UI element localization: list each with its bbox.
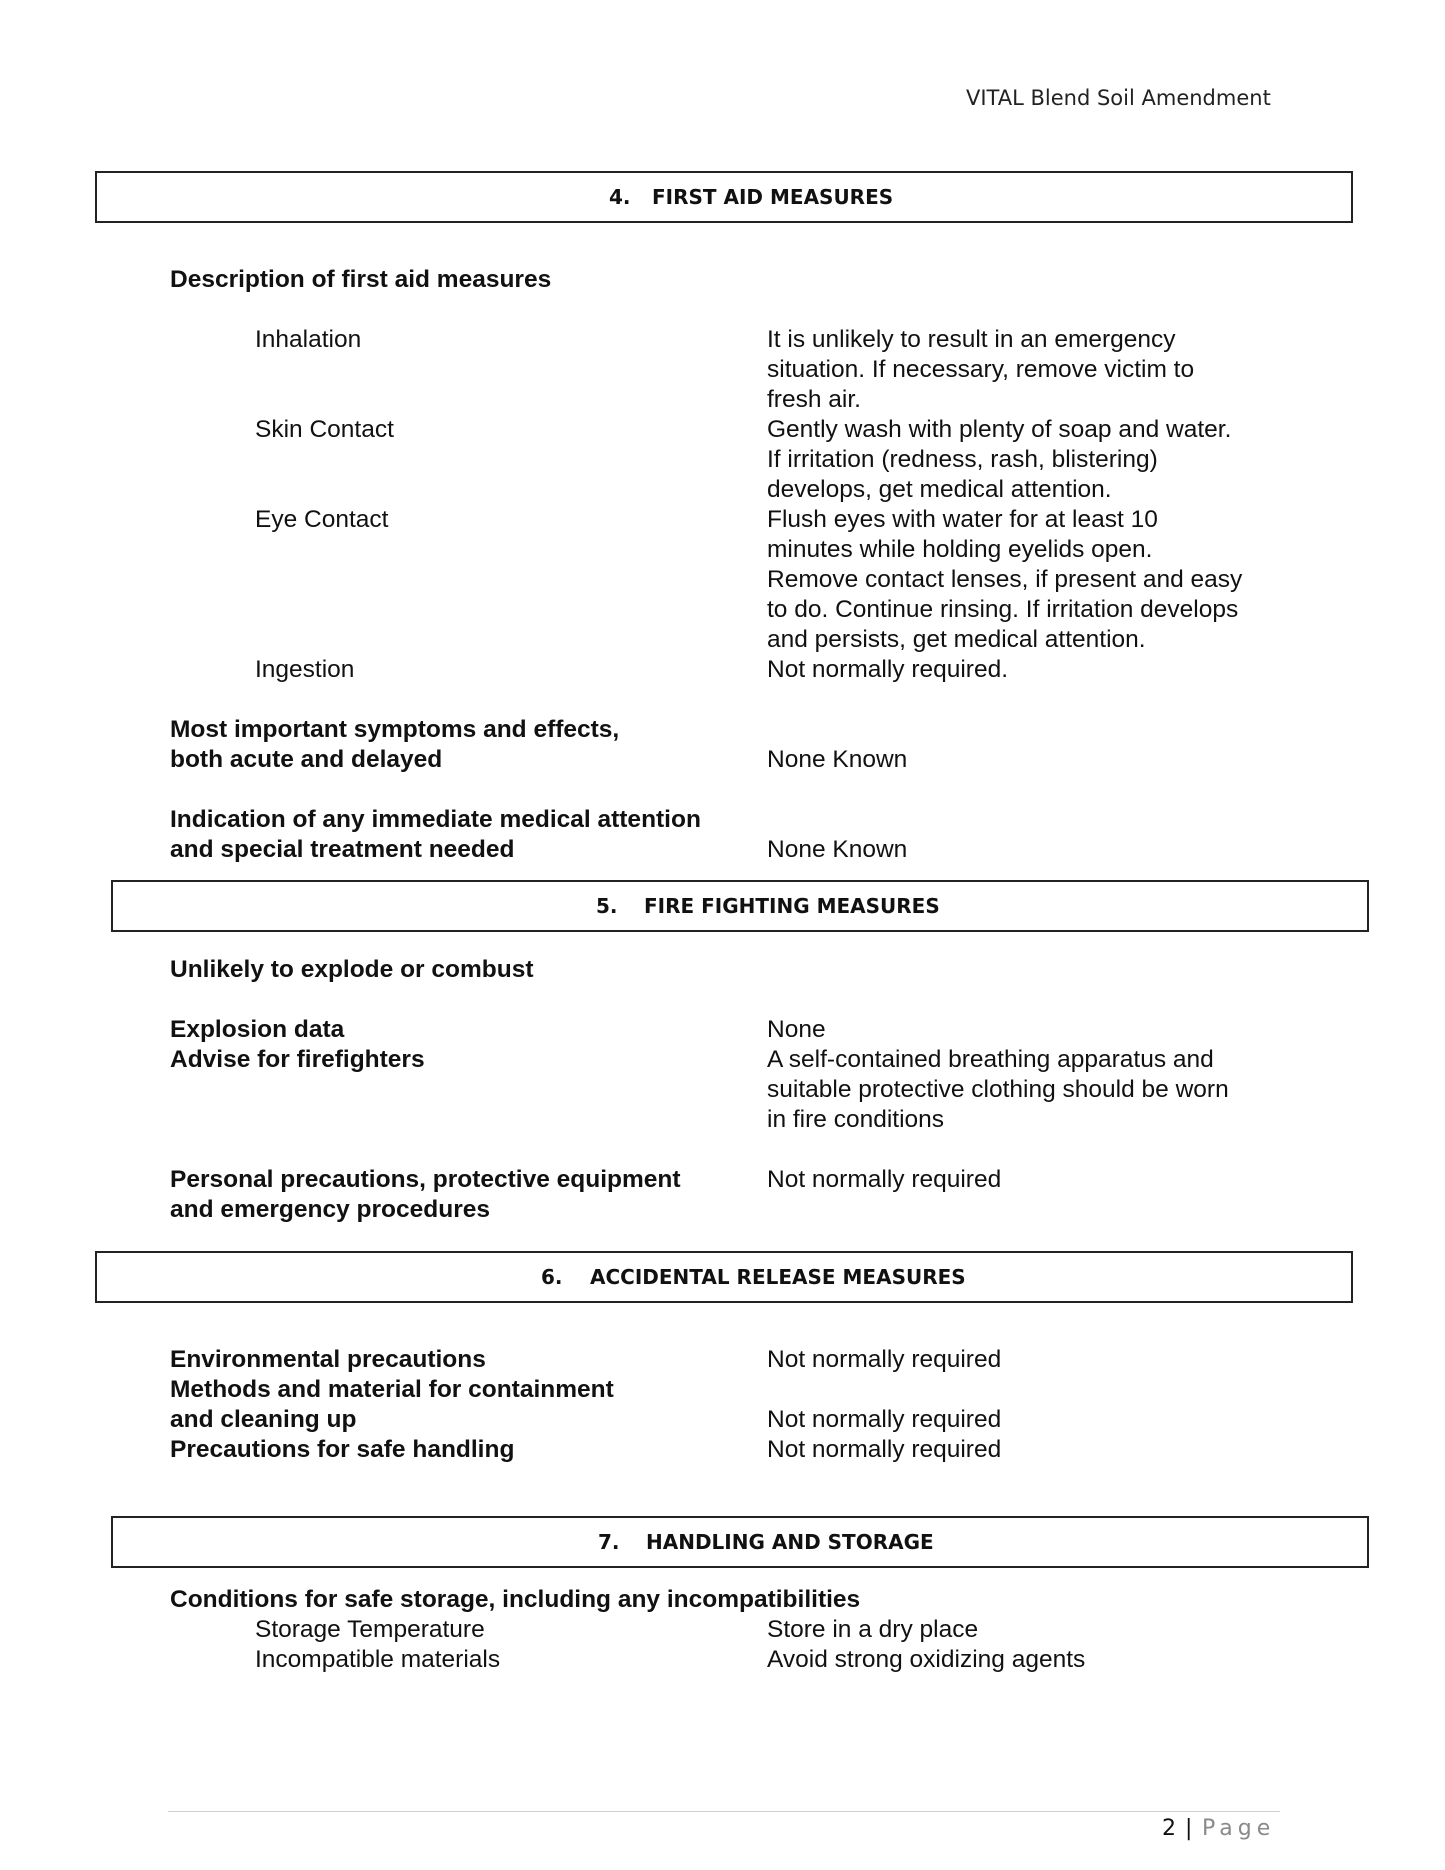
ingestion-label: Ingestion — [255, 656, 355, 683]
footer-page-number: 2 — [1162, 1816, 1176, 1841]
personal-precautions-value: Not normally required — [767, 1166, 1002, 1193]
inhalation-text-line-2: situation. If necessary, remove victim to — [767, 356, 1195, 383]
indication-label-line-1: Indication of any immediate medical attention — [170, 806, 701, 833]
section-7-title: HANDLING AND STORAGE — [646, 1530, 934, 1554]
eye-contact-text-line-1: Flush eyes with water for at least 10 — [767, 506, 1158, 533]
safe-handling-value: Not normally required — [767, 1436, 1002, 1463]
eye-contact-text-line-3: Remove contact lenses, if present and easy — [767, 566, 1243, 593]
eye-contact-text-line-4: to do. Continue rinsing. If irritation develops — [767, 596, 1239, 623]
inhalation-text-line-3: fresh air. — [767, 386, 861, 413]
document-header-title: VITAL Blend Soil Amendment — [966, 86, 1271, 110]
section-5-subheading: Unlikely to explode or combust — [170, 956, 534, 983]
eye-contact-text-line-2: minutes while holding eyelids open. — [767, 536, 1153, 563]
symptoms-value: None Known — [767, 746, 908, 773]
footer-divider — [168, 1811, 1280, 1812]
personal-precautions-label-line-2: and emergency procedures — [170, 1196, 490, 1223]
inhalation-text-line-1: It is unlikely to result in an emergency — [767, 326, 1176, 353]
explosion-data-label: Explosion data — [170, 1016, 345, 1043]
indication-label-line-2: and special treatment needed — [170, 836, 515, 863]
environmental-precautions-value: Not normally required — [767, 1346, 1002, 1373]
section-4-number: 4. — [609, 185, 631, 209]
skin-contact-label: Skin Contact — [255, 416, 394, 443]
inhalation-label: Inhalation — [255, 326, 362, 353]
section-6-header-box — [95, 1251, 1353, 1303]
indication-value: None Known — [767, 836, 908, 863]
section-5-number: 5. — [596, 894, 618, 918]
firefighters-text-line-1: A self-contained breathing apparatus and — [767, 1046, 1214, 1073]
section-4-header-box — [95, 171, 1353, 223]
skin-contact-text-line-3: develops, get medical attention. — [767, 476, 1112, 503]
incompatible-materials-label: Incompatible materials — [255, 1646, 501, 1673]
containment-label-line-2: and cleaning up — [170, 1406, 357, 1433]
section-7-number: 7. — [598, 1530, 620, 1554]
firefighters-text-line-3: in fire conditions — [767, 1106, 945, 1133]
skin-contact-text-line-1: Gently wash with plenty of soap and water. — [767, 416, 1232, 443]
incompatible-materials-value: Avoid strong oxidizing agents — [767, 1646, 1086, 1673]
footer-page-word: Page — [1202, 1816, 1276, 1841]
ingestion-text: Not normally required. — [767, 656, 1009, 683]
environmental-precautions-label: Environmental precautions — [170, 1346, 486, 1373]
storage-temperature-value: Store in a dry place — [767, 1616, 979, 1643]
firefighters-text-line-2: suitable protective clothing should be worn — [767, 1076, 1229, 1103]
section-5-title: FIRE FIGHTING MEASURES — [644, 894, 940, 918]
storage-temperature-label: Storage Temperature — [255, 1616, 485, 1643]
section-6-title: ACCIDENTAL RELEASE MEASURES — [590, 1265, 966, 1289]
symptoms-label-line-2: both acute and delayed — [170, 746, 443, 773]
section-6-number: 6. — [541, 1265, 563, 1289]
section-7-header-box — [111, 1516, 1369, 1568]
firefighters-label: Advise for firefighters — [170, 1046, 425, 1073]
symptoms-label-line-1: Most important symptoms and effects, — [170, 716, 620, 743]
explosion-data-value: None — [767, 1016, 826, 1043]
footer-separator: | — [1185, 1816, 1193, 1841]
skin-contact-text-line-2: If irritation (redness, rash, blistering) — [767, 446, 1158, 473]
containment-label-line-1: Methods and material for containment — [170, 1376, 614, 1403]
eye-contact-text-line-5: and persists, get medical attention. — [767, 626, 1146, 653]
containment-value: Not normally required — [767, 1406, 1002, 1433]
section-7-subheading: Conditions for safe storage, including any incompatibilities — [170, 1586, 861, 1613]
personal-precautions-label-line-1: Personal precautions, protective equipment — [170, 1166, 681, 1193]
section-4-title: FIRST AID MEASURES — [652, 185, 894, 209]
safe-handling-label: Precautions for safe handling — [170, 1436, 515, 1463]
section-5-header-box — [111, 880, 1369, 932]
section-4-subheading: Description of first aid measures — [170, 266, 552, 293]
eye-contact-label: Eye Contact — [255, 506, 389, 533]
